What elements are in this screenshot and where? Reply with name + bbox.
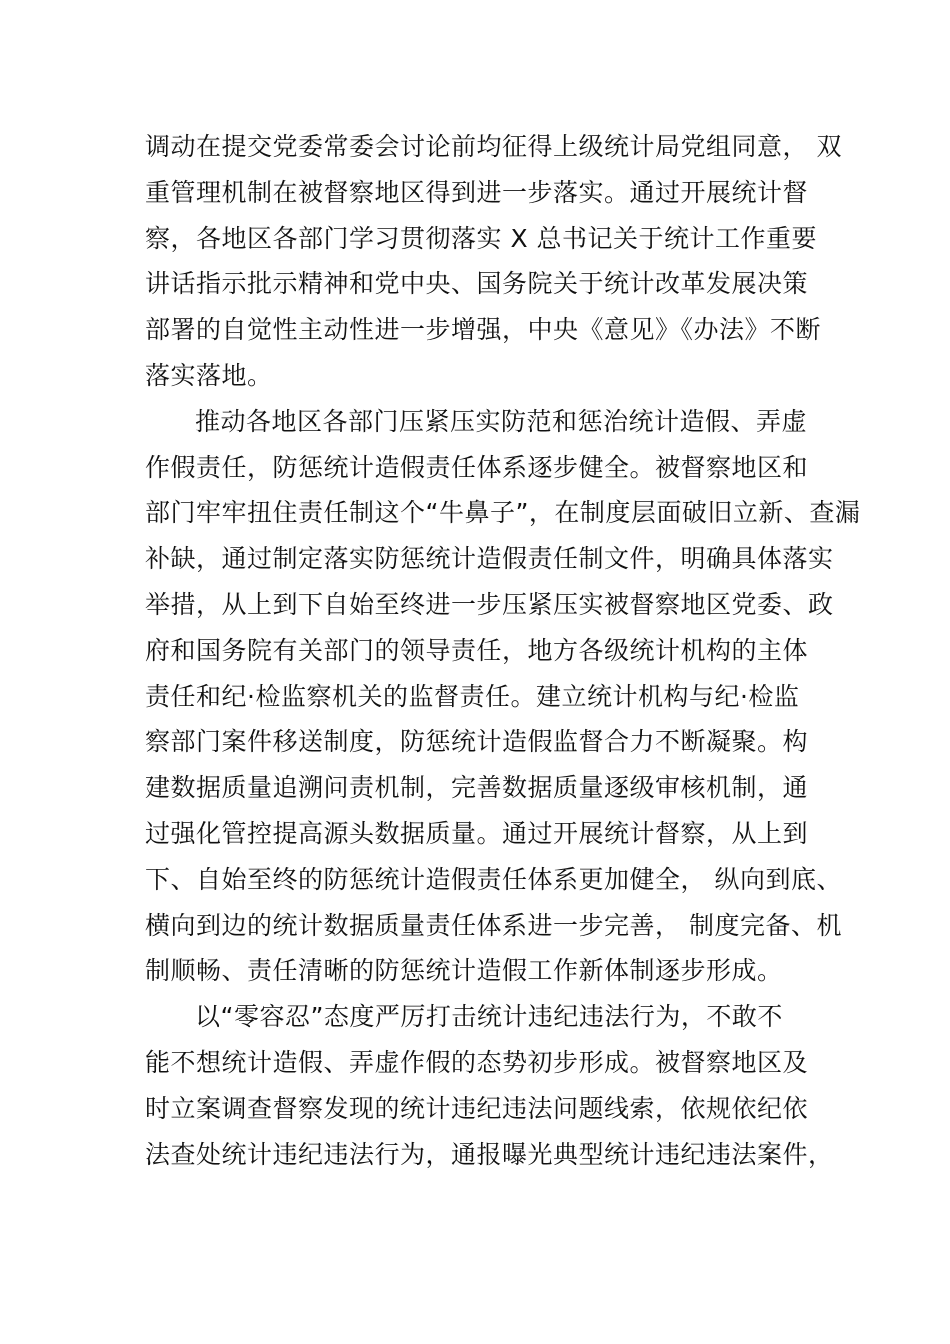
text-line: 制顺畅、责任清晰的防惩统计造假工作新体制逐步形成。	[145, 956, 783, 986]
text-line: 府和国务院有关部门的领导责任，地方各级统计机构的主体	[145, 635, 809, 665]
text-line: 作假责任，防惩统计造假责任体系逐步健全。被督察地区和	[145, 452, 809, 482]
text-line: 调动在提交党委常委会讨论前均征得上级统计局党组同意， 双	[145, 132, 842, 161]
text-line: 部门牢牢扭住责任制这个“牛鼻子”，在制度层面破旧立新、查漏	[145, 498, 861, 528]
text-line: 补缺，通过制定落实防惩统计造假责任制文件，明确具体落实	[145, 544, 834, 574]
text-line: 横向到边的统计数据质量责任体系进一步完善， 制度完备、机	[145, 910, 842, 940]
text-line: 推动各地区各部门压紧压实防范和惩治统计造假、弄虚	[195, 406, 808, 436]
paragraph-2	[145, 399, 861, 994]
text-line: 建数据质量追溯问责机制，完善数据质量逐级审核机制，通	[145, 773, 809, 803]
text-line: 讲话指示批示精神和党中央、国务院关于统计改革发展决策	[145, 269, 809, 299]
text-line: 落实落地。	[145, 360, 273, 390]
text-line: 法查处统计违纪违法行为，通报曝光典型统计违纪违法案件，	[145, 1139, 834, 1169]
text-line: 举措，从上到下自始至终进一步压紧压实被督察地区党委、政	[145, 589, 834, 619]
text-line: 重管理机制在被督察地区得到进一步落实。通过开展统计督	[145, 177, 809, 207]
text-line: 能不想统计造假、弄虚作假的态势初步形成。被督察地区及	[145, 1047, 809, 1077]
text-line: 责任和纪·检监察机关的监督责任。建立统计机构与纪·检监	[145, 681, 800, 711]
text-line: 部署的自觉性主动性进一步增强，中央《意见》《办法》不断	[145, 315, 822, 345]
paragraph-1	[145, 124, 842, 399]
text-line: 时立案调查督察发现的统计违纪违法问题线索，依规依纪依	[145, 1093, 809, 1123]
paragraph-3	[145, 994, 834, 1177]
body-text	[145, 124, 861, 1177]
text-line: 以“零容忍”态度严厉打击统计违纪违法行为，不敢不	[195, 1002, 783, 1032]
text-line: 过强化管控提高源头数据质量。通过开展统计督察，从上到	[145, 818, 809, 848]
text-line: 察，各地区各部门学习贯彻落实 X 总书记关于统计工作重要	[145, 223, 818, 253]
text-line: 察部门案件移送制度，防惩统计造假监督合力不断凝聚。构	[145, 727, 809, 757]
text-line: 下、自始至终的防惩统计造假责任体系更加健全， 纵向到底、	[145, 864, 842, 894]
